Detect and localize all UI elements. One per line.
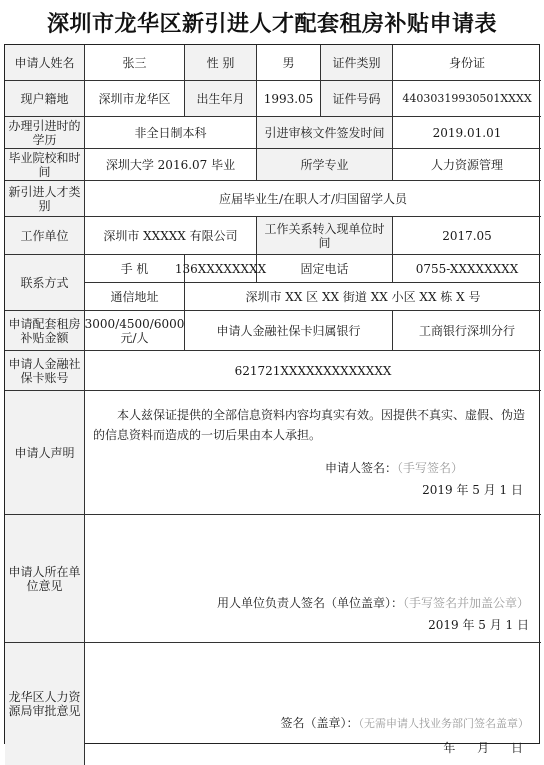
label-bureau-opinion: 龙华区人力资源局审批意见 <box>5 643 85 765</box>
label-address: 通信地址 <box>85 283 185 311</box>
label-education: 办理引进时的学历 <box>5 117 85 149</box>
label-employer: 工作单位 <box>5 217 85 255</box>
bureau-signature-line[interactable] <box>93 714 533 733</box>
value-birth[interactable]: 1993.05 <box>257 81 321 117</box>
value-card-number[interactable]: 621721XXXXXXXXXXXXX <box>85 351 541 391</box>
declaration-text: 本人兹保证提供的全部信息资料内容均真实有效。因提供不真实、虚假、伪造的信息资料而造成的一切后果由本人承担。 <box>93 408 526 442</box>
employer-signature-line[interactable] <box>93 594 533 612</box>
label-bank: 申请人金融社保卡归属银行 <box>185 311 393 351</box>
value-doc-time[interactable]: 2019.01.01 <box>393 117 541 149</box>
bureau-sign-label: 签名（盖章）： <box>280 716 359 730</box>
value-school[interactable]: 深圳大学 2016.07 毕业 <box>85 149 257 181</box>
label-transfer-time: 工作关系转入现单位时间 <box>257 217 393 255</box>
label-gender: 性 别 <box>185 45 257 81</box>
declaration-date: 2019 年 5 月 1 日 <box>422 483 523 497</box>
declaration-section <box>85 391 541 515</box>
value-major[interactable]: 人力资源管理 <box>393 149 541 181</box>
label-contact: 联系方式 <box>5 255 85 311</box>
label-doc-time: 引进审核文件签发时间 <box>257 117 393 149</box>
declaration-sign-hint: （手写签名） <box>396 461 463 475</box>
employer-opinion-section <box>85 515 541 643</box>
label-talent-category: 新引进人才类别 <box>5 181 85 217</box>
value-mobile[interactable]: 136XXXXXXXX <box>185 255 257 283</box>
value-id-number[interactable]: 44030319930501XXXX <box>393 81 541 117</box>
value-gender[interactable]: 男 <box>257 45 321 81</box>
bureau-opinion-section <box>85 643 541 765</box>
label-birth: 出生年月 <box>185 81 257 117</box>
value-transfer-time[interactable]: 2017.05 <box>393 217 541 255</box>
value-id-type[interactable]: 身份证 <box>393 45 541 81</box>
label-subsidy: 申请配套租房补贴金额 <box>5 311 85 351</box>
label-domicile: 现户籍地 <box>5 81 85 117</box>
declaration-sign-label: 申请人签名： <box>324 461 397 475</box>
value-employer[interactable]: 深圳市 XXXXX 有限公司 <box>85 217 257 255</box>
label-declaration: 申请人声明 <box>5 391 85 515</box>
declaration-signature-line[interactable] <box>93 459 533 477</box>
employer-opinion-date: 2019 年 5 月 1 日 <box>428 618 529 632</box>
label-landline: 固定电话 <box>257 255 393 283</box>
label-name: 申请人姓名 <box>5 45 85 81</box>
application-form-table <box>4 44 540 755</box>
bureau-sign-hint: （无需申请人找业务部门签名盖章） <box>358 717 529 730</box>
label-id-type: 证件类别 <box>321 45 393 81</box>
value-name[interactable]: 张三 <box>85 45 185 81</box>
bureau-opinion-date: 年 月 日 <box>443 741 523 755</box>
label-employer-opinion: 申请人所在单位意见 <box>5 515 85 643</box>
value-domicile[interactable]: 深圳市龙华区 <box>85 81 185 117</box>
employer-sign-hint: （手写签名并加盖公章） <box>402 596 529 610</box>
label-id-number: 证件号码 <box>321 81 393 117</box>
employer-sign-label: 用人单位负责人签名（单位盖章）： <box>216 596 403 610</box>
label-card-number: 申请人金融社保卡账号 <box>5 351 85 391</box>
value-education[interactable]: 非全日制本科 <box>85 117 257 149</box>
value-talent-category[interactable]: 应届毕业生/在职人才/归国留学人员 <box>85 181 541 217</box>
label-mobile: 手 机 <box>85 255 185 283</box>
form-title: 深圳市龙华区新引进人才配套租房补贴申请表 <box>46 11 497 37</box>
label-school: 毕业院校和时间 <box>5 149 85 181</box>
value-landline[interactable]: 0755-XXXXXXXX <box>393 255 541 283</box>
label-major: 所学专业 <box>257 149 393 181</box>
value-bank[interactable]: 工商银行深圳分行 <box>393 311 541 351</box>
value-subsidy[interactable]: 3000/4500/6000 元/人 <box>85 311 185 351</box>
value-address[interactable]: 深圳市 XX 区 XX 街道 XX 小区 XX 栋 X 号 <box>185 283 541 311</box>
